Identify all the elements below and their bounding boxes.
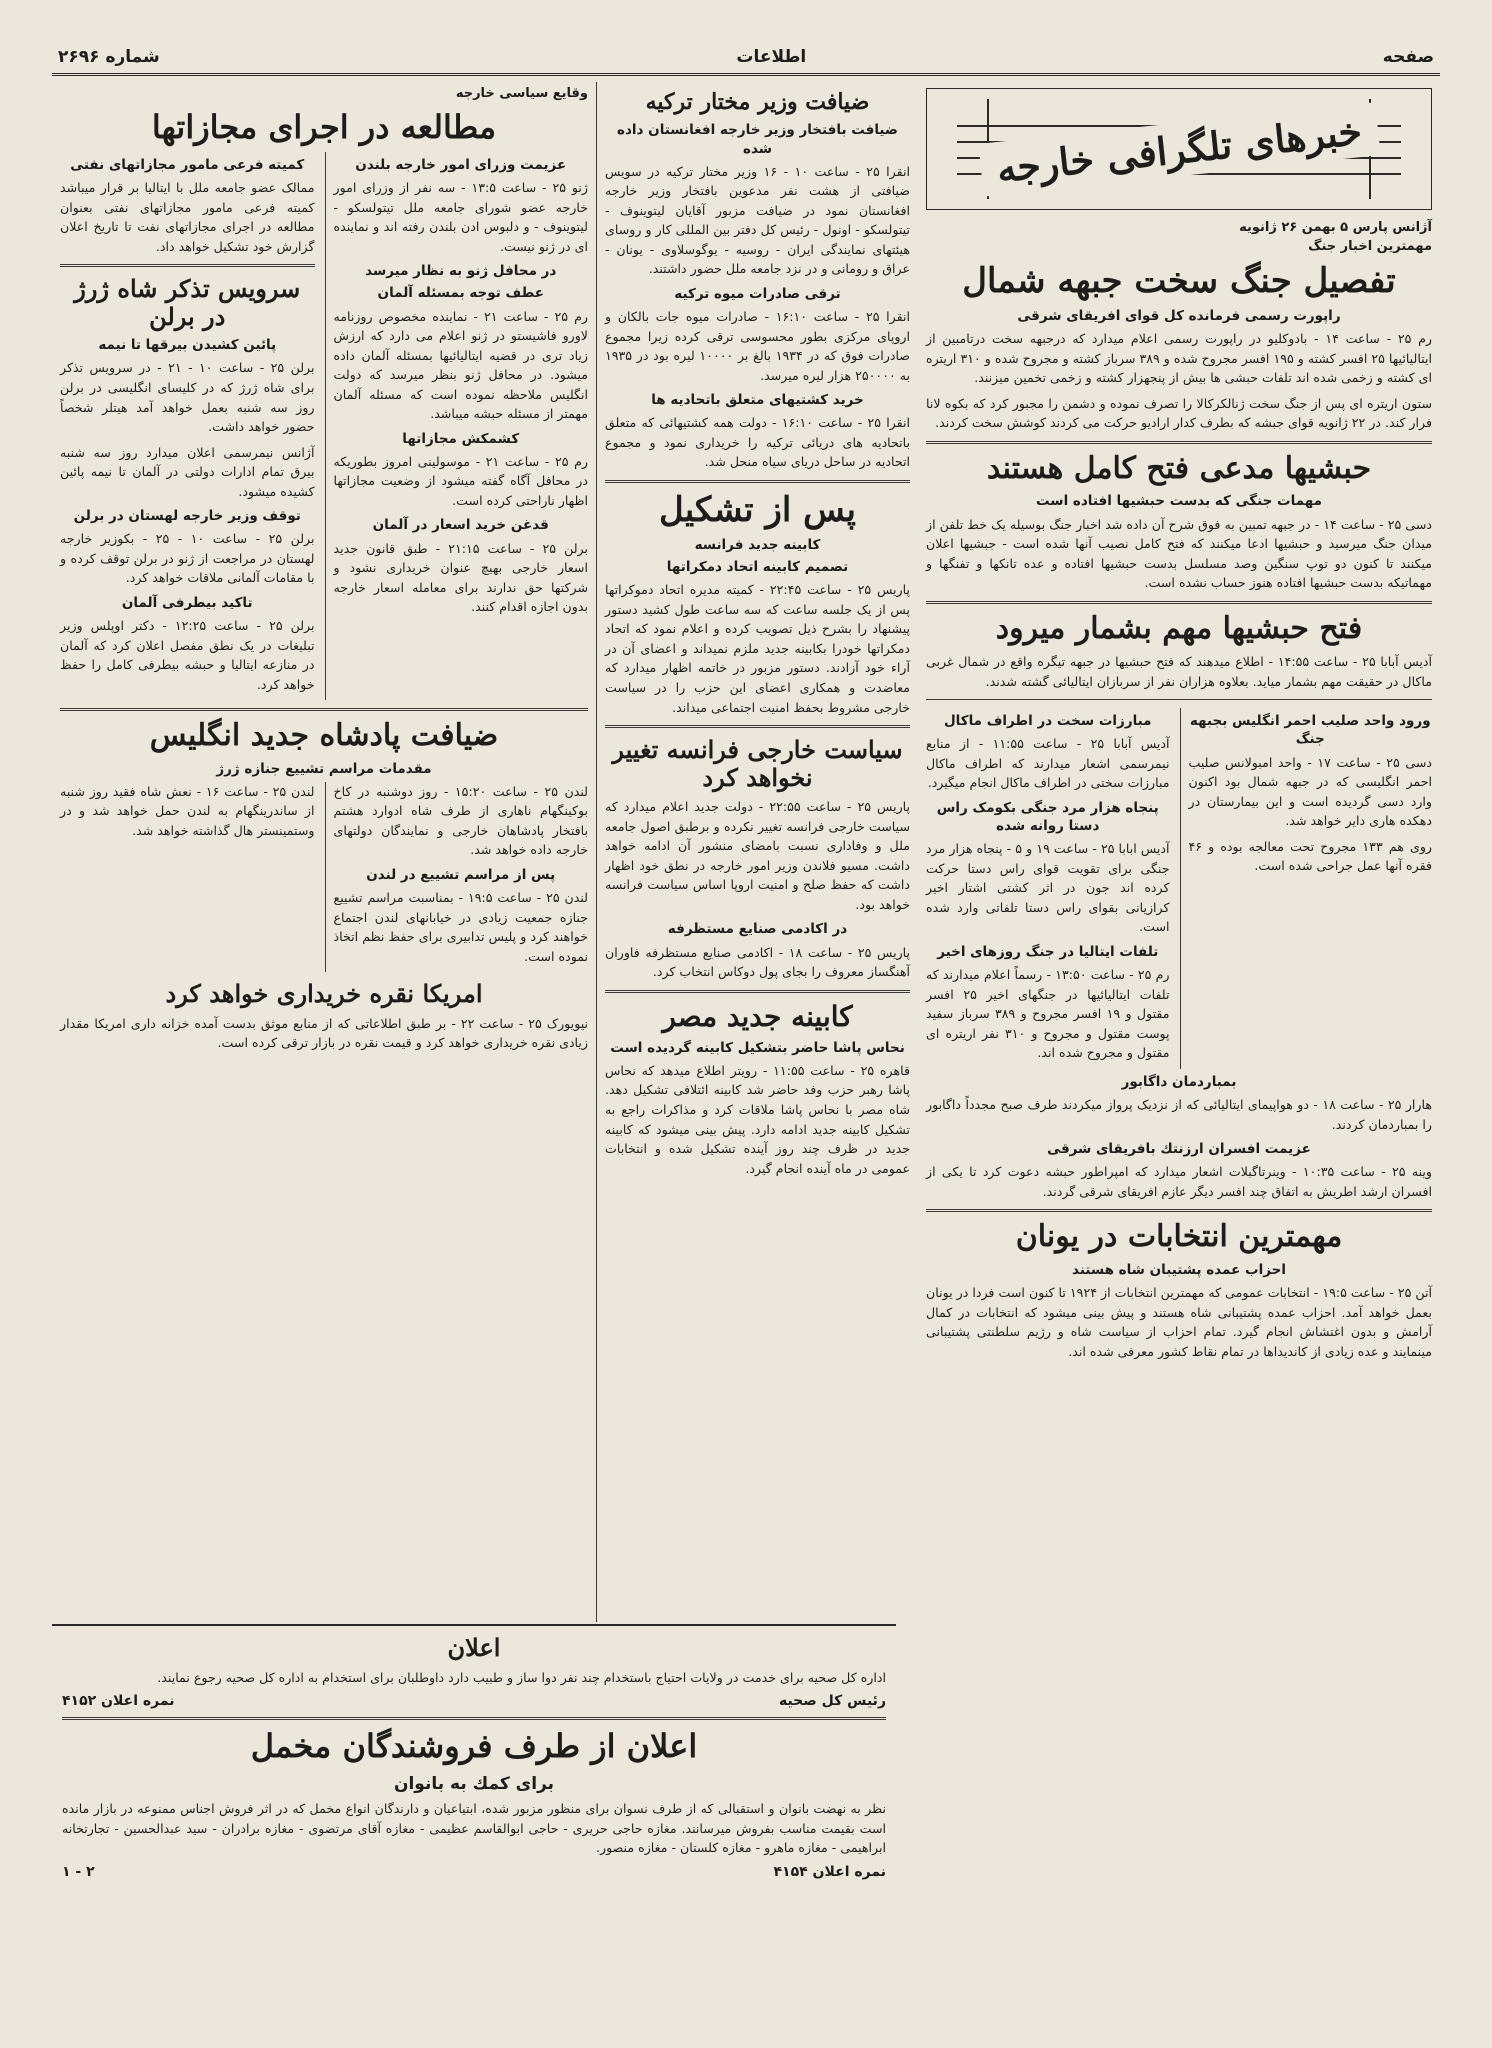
subhead-fruit-exports: ترقی صادرات میوه ترکیه	[674, 285, 841, 302]
column-foreign-telegraph	[918, 82, 1440, 2042]
article-red-cross: دسی ۲۵ - ساعت ۱۷ - واحد امبولانس صلیب احمر انگلیسی که در جبهه شمال بود اکنون وارد دسی گردیده است و این بیمارستان در دهکده هاری دایر خواهد شد.	[1188, 754, 1432, 829]
subhead-red-cross: ورود واحد صلیب احمر انگلیس بجبهه جنگ	[1189, 713, 1431, 748]
subhead-north-front: راپورت رسمی فرمانده کل قوای افریقای شرقی	[1017, 308, 1341, 325]
subhead-currency-ban: قدغن خرید اسعار در آلمان	[372, 517, 549, 534]
subhead-german-question: عطف توجه بمسئله آلمان	[377, 285, 544, 302]
subhead-democrats-decision: تصمیم کابینه اتحاد دمکراتها	[666, 559, 849, 576]
ad-velvet-title: اعلان از طرف فروشندگان مخمل	[250, 1727, 698, 1766]
subhead-sanctions-struggle: کشمکش مجازاتها	[402, 430, 520, 447]
article-makale-fights: آدیس آبابا ۲۵ - ساعت ۱۱:۵۵ - از منابع نیمرسمی اشعار میدارند که اطراف ماکال مبارزات سختی در اطراف ماکال انجام میگیرد.	[926, 736, 1170, 791]
foreign-telegraph-banner	[926, 88, 1432, 210]
article-egypt-cabinet: قاهره ۲۵ - ساعت ۱۱:۵۵ - رویتر اطلاع میدهد که نحاس پاشا رهبر حزب وفد حاضر شد کابینه ائتلافی تشکیل دهد. شاه مصر با نحاس پاشا ملاقات کرد و مذاکرات راجع به تشکیل کابینه جدید ادامه دارد. پیش بینی میشود که کابینه جدید در ظرف چند روز آینده تشکیل شده و انتخابات عمومی در ماه آینده انجام گیرد.	[605, 1062, 910, 1176]
subhead-ship-purchase: خرید کشتیهای متعلق باتحادیه ها	[651, 392, 864, 409]
ad-velvet-body: نظر به نهضت بانوان و استقبالی که از طرف نسوان برای منظور مزبور شده، ابتیاعیان و دارندگان انواع مخمل که در اثر فروش اجناس ممنوعه در بازار مانده است بقیمت مناسب بفروش میرسانند. مغازه حاجی حریری - حاجی ابوالقاسم عظیمی - مغازه آقای مرتضوی - مغازه برادران - سید عبدالحسین - تجارتخانه ابراهیمی - مغازه ماهرو - مغازه کلستان - مغازه منصور.	[62, 1801, 886, 1856]
article-french-cabinet: پاریس ۲۵ - ساعت ۲۲:۴۵ - کمیته مدیره اتحاد دموکراتها پس از یک جلسه ساعت که سه ساعت طول کشید دستور پیشنهاد را بشرح ذیل تصویب کرده و اعلام نمود که اتحاد دمکراتها خودرا بکابینه جدید ملزم نمیداند و اعضای آن در آراء خود آزادند. دستور مزبور در خاتمه اظهار میدارد که معاضدت و همکاری اعضای این حزب را در سیاست خارجی مشروط بحفظ امنیت اجتماعی میداند.	[605, 582, 910, 715]
headline-sanctions-study: مطالعه در اجرای مجازاتها	[151, 108, 497, 146]
ad-health-footer	[62, 1693, 886, 1709]
split-news-block	[926, 708, 1432, 1069]
agency-dateline: آژانس پارس ۵ بهمن ۲۶ ژانویه	[1239, 220, 1432, 235]
article-victory-important: آدیس آبابا ۲۵ - ساعت ۱۴:۵۵ - اطلاع میدهند که فتح حبشیها در جبهه تیگره واقع در شمال غربی ماکال در حقیقت مهم بشمار میاید. بعلاوه هزاران نفر از سربازان ایتالیائی گشته شدند.	[926, 654, 1433, 689]
section-subtitle: مهمترین اخبار جنگ	[1308, 239, 1432, 254]
headline-egypt-cabinet: کابینه جدید مصر	[662, 999, 853, 1033]
headline-victory-important: فتح حبشیها مهم بشمار میرود	[995, 610, 1363, 646]
article-banquet-left: لندن ۲۵ - ساعت ۱۶ - نعش شاه فقید روز شنبه از ساندرینگهام به لندن حمل خواهد شد و در وستمینستر هال گذاشته خواهد شد.	[60, 783, 315, 838]
subhead-officers-depart: عزیمت افسران ارزنتك بافریقای شرقی	[1047, 1141, 1311, 1158]
article-north-front: رم ۲۵ - ساعت ۱۴ - بادوکلیو در راپورت رسمی اعلام میدارد که درجبهه سخت درتامبین از ایتالیائیها ۲۵ افسر کشته و ۱۹۵ افسر مجروح شده و ۳۸۹ سرباز کشته و مجروح شده و ۳۱۰ اریتره ای کشته و زخمی شده اند تلفات حبشی ها بیش از پنجهزار کشته و زخمی تخمین میزنند.	[926, 331, 1433, 386]
article-currency-ban: برلن ۲۵ - ساعت ۲۱:۱۵ - طبق قانون جدید اسعار خارجی بهیچ عنوان خریداری نشود و شرکتها حق ندارند برای معامله اسعار خارجه بدون اجازه اقدام کنند.	[333, 540, 588, 615]
sanctions-split	[60, 152, 588, 700]
article-geneva-circles: رم ۲۵ - ساعت ۲۱ - نماینده مخصوص روزنامه لاورو فاشیستو در ژنو اعلام می دارد که ارزش زیاد تری در قضیه ایتالیائیها بمسئله آلمان داده میشود. در محافل ژنو بنظر میرسد که دولت انگلیس ملاحظه نموده است که مسئله آلمان مهمتر از مسئله حبشه میباشد.	[333, 308, 588, 422]
article-officers-depart: وینه ۲۵ - ساعت ۱۰:۳۵ - وینرتاگبلات اشعار میدارد که امپراطور حبشه دعوت کرد تا یکی از افسران ارشد اطریش به اتفاق چند افسر دیگر عازم افریقای شرقی گردند.	[926, 1164, 1432, 1199]
headline-ethiopians-claim: حبشیها مدعی فتح کامل هستند	[986, 450, 1372, 486]
masthead-issue-number: شماره ۲۶۹۶	[58, 46, 160, 67]
subhead-oil-committee: کمیته فرعی مامور مجازاتهای نفتی	[70, 156, 305, 173]
article-fine-arts-academy: پاریس ۲۵ - ساعت ۱۸ - اکادمی صنایع مستظرفه فاوران آهنگساز معروف را بجای پول دوکاس انتخاب کرد.	[605, 944, 911, 980]
subhead-fine-arts-academy: در اکادمی صنایع مستظرفه	[667, 921, 848, 938]
ad-health-body: اداره کل صحیه برای خدمت در ولایات احتیاج باستخدام چند نفر دوا ساز و طبیب دارد داوطلبان برای استخدام به اداره کل صحیه رجوع نمایند.	[157, 1669, 886, 1685]
masthead-paper-name: اطلاعات	[736, 46, 807, 67]
article-ship-purchase: انقرا ۲۵ - ساعت ۱۶:۱۰ - دولت همه کشتیهائی که متعلق باتحادیه های دریائی ترکیه را خریداری نمود و مجموع اتحادیه در ساحل دریای سیاه منحل شد.	[605, 415, 911, 470]
ad-velvet-subtitle: برای کمك به بانوان	[393, 1773, 555, 1794]
article-german-neutrality: برلن ۲۵ - ساعت ۱۲:۲۵ - دکتر اوپلس وزیر تبلیغات در یک نطق مفصل اعلان کرد که آلمان در منازعه ایتالیا و حبشه بیطرفی کامل را حفظ خواهد کرد.	[60, 618, 315, 692]
column-middle	[596, 82, 918, 1622]
article-dagabur-bombing: هارار ۲۵ - ساعت ۱۸ - دو هواپیمای ایتالیائی که از نزدیک پرواز میکردند طرف صبح مجدداً داگابور را بمباردمان کردند.	[926, 1097, 1432, 1132]
article-sanctions-struggle: رم ۲۵ - ساعت ۲۱ - موسولینی امروز بطوریکه در محافل آگاه گفته میشود از وضعیت مجازاتها اظهار ناراحتی کرده است.	[333, 453, 588, 508]
ad-health-title: اعلان	[447, 1633, 501, 1662]
article-oil-committee: ممالک عضو جامعه ملل با ایتالیا بر قرار میباشد کمیته فرعی مامور مجازاتهای نفتی بعنوان مطالعه در اجرای مجازاتهای نفت تا تاریخ اعلان گزارش خود تشکیل خواهد داد.	[60, 180, 315, 254]
article-king-george-service: برلن ۲۵ - ساعت ۱۰ - ۲۱ - در سرویس تذکر برای شاه ژرژ که در کلیسای انگلیسی در برلن روز سه شنبه بعمل خواهد آمد هیتلر شخصاً حضور خواهد داشت.	[60, 360, 315, 435]
headline-turkish-minister: ضیافت وزیر مختار ترکیه	[645, 89, 870, 115]
subhead-dagabur-bombing: بمباردمان داگابور	[1121, 1073, 1237, 1090]
article-fifty-thousand: آدیس ابابا ۲۵ - ساعت ۱۹ و ۵ - پنجاه هزار مرد جنگی برای تقویت قوای راس دستا حرکت کرده اند جون در اثر کشتی اشتار اخیر کرازیانی بقوای راس دستا تلفاتی وارد شده است.	[926, 841, 1170, 935]
advertisements-box	[52, 1624, 896, 2042]
article-after-funeral: لندن ۲۵ - ساعت ۱۹:۵ - بمناسبت مراسم تشییع جنازه جمعیت زیادی در خیابانهای لندن اجتماع خواهند کرد و پلیس تدابیری برای حفظ نظم اتخاذ نموده است.	[333, 890, 588, 964]
subhead-flags-half-mast: پائین کشیدن بیرقها تا نیمه	[98, 337, 277, 354]
headline-french-policy: سیاست خارجی فرانسه تغییر نخواهد کرد	[612, 735, 903, 792]
article-america-silver: نیویورک ۲۵ - ساعت ۲۲ - بر طبق اطلاعاتی که از منابع موثق بدست آمده خزانه داری امریکا مقدار زیادی نقره خریداری خواهد کرد و قیمت نقره در بازار ترقی کرده است.	[60, 1015, 589, 1051]
ad-velvet-page: ۲ - ۱	[62, 1863, 95, 1880]
banner-title: خبرهای تلگرافی خارجه	[978, 102, 1380, 196]
subhead-polish-minister: توقف وزیر خارجه لهستان در برلن	[73, 508, 301, 525]
headline-america-silver: امریکا نقره خریداری خواهد کرد	[165, 979, 483, 1009]
banquet-split	[60, 782, 588, 972]
subhead-egypt-cabinet: نحاس پاشا حاضر بتشکیل کابینه گردیده است	[610, 1039, 905, 1056]
article-fruit-exports: انقرا ۲۵ - ساعت ۱۶:۱۰ - صادرات میوه جات بالکان و اروپای مرکزی بطور محسوسی ترقی کرده زیرا مجموع صادرات فوق که در ۱۹۳۴ بالغ بر ۱۰۰۰۰ لیره بود در ۱۹۳۵ به ۲۵۰۰۰۰ هزار لیره میرسد.	[605, 309, 911, 383]
subhead-ethiopians-claim: مهمات جنگی که بدست حبشیها افتاده است	[1036, 493, 1322, 510]
headline-north-front: تفصیل جنگ سخت جبهه شمال	[962, 261, 1396, 301]
article-french-policy: پاریس ۲۵ - ساعت ۲۲:۵۵ - دولت جدید اعلام میدارد که سیاست خارجی فرانسه تغییر نکرده و برطبق اصول جامعه ملل و وفاداری نسبت بامضای منشور آن ادامه خواهد داشت. مسیو فلاندن وزیر امور خارجه در نطق خود اظهار داشت که حفظ صلح و امنیت اروپا اساس سیاست فرانسه خواهد بود.	[605, 799, 910, 912]
subhead-italian-losses: تلفات ایتالیا در جنگ روزهای اخیر	[937, 943, 1159, 960]
headline-after-formation: پس از تشکیل	[659, 489, 856, 530]
article-ministers-london: ژنو ۲۵ - ساعت ۱۳:۵ - سه نفر از وزرای امور خارجه عضو شورای جامعه ملل تیتولسکو - لیتوینوف - و دلبوس ادن بلندن رفته اند و نماینده ای در ژنو نیست.	[333, 180, 588, 254]
ad-health-number: نمره اعلان ۴۱۵۲	[62, 1693, 175, 1710]
masthead-page-label: صفحه	[1382, 46, 1434, 67]
article-ethiopians-claim: دسی ۲۵ - ساعت ۱۴ - در جبهه تمبین به فوق شرح آن داده شد اخبار جنگ بوسیله یک خط تلفن از میدان جنگ میرسید و حبشیها ادعا میکنند که فتح کامل نصیب آنها شده است - جبشیها اعلان میکنند تا کنون دو توپ سنگین وصد مسلسل بدست حبشیها افتاده و عده تانکها و تفنگها و مهماتیکه بدست حبشیها افتاده هنوز حساب نشده است.	[926, 516, 1432, 591]
article-banquet-right: لندن ۲۵ - ساعت ۱۵:۲۰ - روز دوشنبه در کاخ بوکینگهام ناهاری از طرف شاه ادوارد هشتم بافتخار پادشاهان خارجی و نمایندگان دولتهای خارجه داده خواهد شد.	[333, 783, 588, 858]
article-king-george-service-cont: آژانس نیمرسمی اعلان میدارد روز سه شنبه بیرق تمام ادارات دولتی در آلمان تا نیمه پائین کشیده میشود.	[60, 444, 315, 499]
subhead-greek-elections: احزاب عمده پشتیبان شاه هستند	[1072, 1261, 1286, 1278]
headline-new-king-banquet: ضیافت پادشاه جدید انگلیس	[149, 718, 499, 754]
headline-greek-elections: مهمترین انتخابات در یونان	[1015, 1219, 1343, 1255]
ad-velvet-number: نمره اعلان ۴۱۵۴	[773, 1863, 886, 1880]
subhead-french-cabinet: کابینه جدید فرانسه	[694, 536, 821, 553]
article-north-front-cont: ستون اریتره ای پس از جنگ سخت ژنالکرکالا را تصرف نموده و دشمن را مجبور کرد که بکوه لانا فرار کند. در ۲۲ ژانویه قوای جبشه که بطرف کدار ارادیو حرکت می کردند کوشش سخت کردند.	[926, 395, 1432, 431]
ad-health-signature: رئیس کل صحیه	[778, 1693, 886, 1710]
subhead-makale-fights: مبارزات سخت در اطراف ماکال	[943, 713, 1152, 730]
subhead-german-neutrality: تاکید بیطرفی آلمان	[121, 594, 253, 611]
subhead-fifty-thousand: پنجاه هزار مرد جنگی بکومک راس دستا روانه شده	[936, 799, 1159, 835]
masthead	[52, 40, 1440, 76]
subhead-funeral-preparations: مقدمات مراسم تشییع جنازه ژرژ	[216, 760, 432, 777]
subhead-turkish-minister: ضیافت بافتخار وزیر خارجه افغانستان داده شده	[617, 122, 898, 157]
column-political-news	[52, 82, 596, 1622]
article-italian-losses: رم ۲۵ - ساعت ۱۳:۵۰ - رسماً اعلام میدارند که تلفات ایتالیائیها در جنگهای اخیر ۲۵ افسر مقتول و ۱۹ افسر مجروح و ۳۸۹ سرباز سفید پوست مقتول و مجروح و ۳۱۰ نفر اریتره ای مقتول و مجروح شده اند.	[926, 967, 1170, 1061]
subhead-geneva-circles: در محافل ژنو به نظار میرسد	[365, 263, 557, 280]
article-turkish-minister: انقرا ۲۵ - ساعت ۱۰ - ۱۶ وزیر مختار ترکیه در سویس ضیافتی از هشت نفر مدعوین بافتخار وزیر خارجه افغانستان نمود در ضیافت مزبور آقایان لیتوینوف - تیتولسکو - اونول - رئیس کل دفتر بین المللی کار و روسای هیئتهای نمایندگی ایران - روسیه - یوگوسلاوی - یونان - عراق و رومانی و در نزد جامعه ملل حضور داشتند.	[605, 163, 910, 277]
subhead-ministers-london: عزیمت وزرای امور خارجه بلندن	[355, 156, 567, 173]
subhead-after-funeral: پس از مراسم تشییع در لندن	[366, 866, 556, 883]
article-polish-minister: برلن ۲۵ - ساعت ۱۰ - ۲۵ - بکوزیر خارجه لهستان در مراجعت از ژنو در برلن توقف کرده و با مقامات آلمانی ملاقات خواهد کرد.	[60, 531, 315, 586]
headline-king-george-service: سرویس تذکر شاه ژرژ در برلن	[74, 274, 301, 331]
ad-velvet-footer	[62, 1864, 886, 1880]
article-red-cross-cont: روی هم ۱۳۳ مجروح تحت معالجه بوده و ۴۶ فقره آنها عمل جراحی شده است.	[1188, 838, 1432, 874]
article-greek-elections: آتن ۲۵ - ساعت ۱۹:۵ - انتخابات عمومی که مهمترین انتخابات از ۱۹۲۴ تا کنون است فردا در یونان بعمل خواهد آمد. احزاب عمده پشتیبانی شاه هستند و پیش بینی میشود که انتخابات در کمال آرامش و بدون اغتشاش انجام گیرد. تمام احزاب از سیاست شاه و رژیم سلطنتی پشتیبانی مینمایند و عده زیادی از کاندیداها در تمام نقاط کشور معرفی شده اند.	[926, 1285, 1432, 1359]
section-label-political: وقایع سیاسی خارجه	[455, 86, 588, 101]
